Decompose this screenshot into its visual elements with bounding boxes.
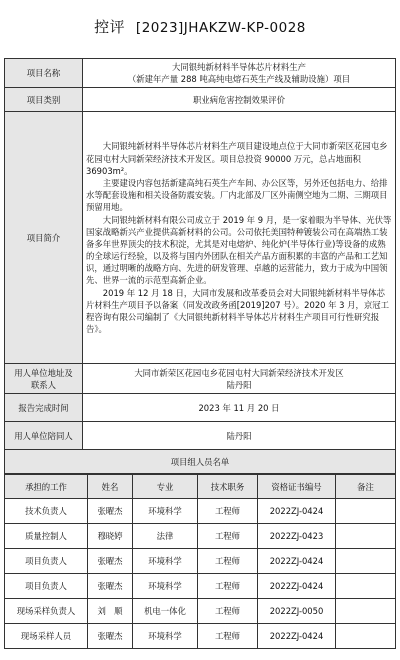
- major-cell: 法律: [133, 524, 198, 549]
- cert-cell: 2022ZJ-0423: [258, 524, 336, 549]
- employer-contact: 陆丹阳: [226, 379, 252, 390]
- note-cell: [336, 599, 396, 624]
- project-name-row: [5, 59, 396, 88]
- employer-label: [5, 364, 83, 394]
- intro-paragraph: 主要建设内容包括新建高纯石英生产车间、办公区等，另外还包括电力、给排水等配套设施和相关设备防震安装。厂内北部及厂区外南侧空地为二期、三期项目预留用地。: [86, 177, 388, 213]
- role-cell: 项目负责人: [5, 574, 88, 599]
- employer-value: [83, 364, 396, 394]
- staff-section-title: 项目组人员名单: [5, 450, 396, 474]
- role-cell: 质量控制人: [5, 524, 88, 549]
- major-cell: 环境科学: [133, 574, 198, 599]
- role-cell: 项目负责人: [5, 549, 88, 574]
- employer-label-line1: 用人单位地址及: [14, 367, 73, 378]
- project-intro-text: [83, 112, 396, 364]
- note-cell: [336, 624, 396, 649]
- table-row: [5, 599, 396, 624]
- employer-address: 大同市新荣区花园屯乡花园屯村大同新荣经济技术开发区: [134, 367, 344, 378]
- column-header: 专业: [133, 475, 198, 499]
- note-cell: [336, 524, 396, 549]
- title-cell: 工程师: [198, 549, 258, 574]
- column-header: 技术职务: [198, 475, 258, 499]
- title-cell: 工程师: [198, 624, 258, 649]
- major-cell: 环境科学: [133, 499, 198, 524]
- table-row: [5, 499, 396, 524]
- employer-row: [5, 364, 396, 394]
- staff-title-row: [5, 450, 396, 474]
- name-cell: 刘 顺: [88, 599, 133, 624]
- project-name-label: 项目名称: [5, 59, 83, 88]
- title-prefix: 控评: [94, 18, 126, 36]
- document-code: [2023]JHAKZW-KP-0028: [135, 20, 306, 36]
- name-cell: 张曜杰: [88, 624, 133, 649]
- accompany-label: 用人单位陪同人: [5, 422, 83, 450]
- project-type-value: 职业病危害控制效果评价: [83, 88, 396, 112]
- name-cell: 穆晓婷: [88, 524, 133, 549]
- cert-cell: 2022ZJ-0050: [258, 599, 336, 624]
- intro-paragraph: 2019 年 12 月 18 日，大同市发展和改革委员会对大同银纯新材料半导体芯片材料生产项目予以备案（同发改政务函[2019]207 号）。2020 年 3 月，京冠工程咨询有限公司编制了《大同银纯新材料半导体芯片材料生产项目可行性研究报告》。: [86, 287, 390, 335]
- project-intro-row: [5, 112, 396, 364]
- column-header: 承担的工作: [5, 475, 88, 499]
- column-header: 备注: [336, 475, 396, 499]
- major-cell: 机电一体化: [133, 599, 198, 624]
- project-name-line2: （新建年产量 288 吨高纯电熔石英生产线及辅助设施）项目: [127, 74, 351, 85]
- project-name-value: [83, 59, 396, 88]
- table-row: [5, 524, 396, 549]
- role-cell: 现场采样负责人: [5, 599, 88, 624]
- document-title: [0, 16, 400, 37]
- cert-cell: 2022ZJ-0424: [258, 574, 336, 599]
- note-cell: [336, 549, 396, 574]
- role-cell: 技术负责人: [5, 499, 88, 524]
- staff-header-row: [5, 475, 396, 499]
- intro-paragraph: 大同银纯新材料有限公司成立于 2019 年 9 月，是一家着眼为半导体、光伏等国家战略新兴产业提供高新材料的公司。公司依托美国特种镀装公司在高端热工装备多年世界顶尖的技术积淀，尤其是对电熔炉、纯化炉(半导体行业)等设备的成熟的全球运行经验，以及将与国内外团队在相关产品方面积累的丰富的产品和工艺知识，通过明晰的战略方向、先进的研发管理、卓越的运营能力，致力于成为中国领先、世界一流的示范型高新企业。: [86, 214, 392, 286]
- report-date-row: [5, 394, 396, 422]
- name-cell: 张曜杰: [88, 574, 133, 599]
- major-cell: 环境科学: [133, 624, 198, 649]
- employer-label-line2: 联系人: [30, 379, 57, 390]
- table-row: [5, 624, 396, 649]
- intro-paragraph: 大同银纯新材料半导体芯片材料生产项目建设地点位于大同市新荣区花园屯乡花园屯村大同新荣经济技术开发区。项目总投资 90000 万元，总占地面积 36903m²。: [86, 141, 388, 176]
- name-cell: 张曜杰: [88, 549, 133, 574]
- title-cell: 工程师: [198, 499, 258, 524]
- title-cell: 工程师: [198, 524, 258, 549]
- title-cell: 工程师: [198, 574, 258, 599]
- accompany-value: 陆丹阳: [83, 422, 396, 450]
- report-date-label: 报告完成时间: [5, 394, 83, 422]
- cert-cell: 2022ZJ-0424: [258, 549, 336, 574]
- note-cell: [336, 574, 396, 599]
- project-intro-label: 项目简介: [5, 112, 83, 364]
- accompany-row: [5, 422, 396, 450]
- cert-cell: 2022ZJ-0424: [258, 624, 336, 649]
- project-info-table: [4, 58, 396, 474]
- note-cell: [336, 499, 396, 524]
- title-cell: 工程师: [198, 599, 258, 624]
- major-cell: 环境科学: [133, 549, 198, 574]
- column-header: 姓名: [88, 475, 133, 499]
- table-row: [5, 549, 396, 574]
- project-type-row: [5, 88, 396, 112]
- report-date-value: 2023 年 11 月 20 日: [83, 394, 396, 422]
- name-cell: 张曜杰: [88, 499, 133, 524]
- column-header: 资格证书编号: [258, 475, 336, 499]
- project-type-label: 项目类别: [5, 88, 83, 112]
- cert-cell: 2022ZJ-0424: [258, 499, 336, 524]
- table-row: [5, 574, 396, 599]
- staff-table: [4, 474, 396, 649]
- role-cell: 现场采样人员: [5, 624, 88, 649]
- project-name-line1: 大同银纯新材料半导体芯片材料生产: [172, 62, 306, 72]
